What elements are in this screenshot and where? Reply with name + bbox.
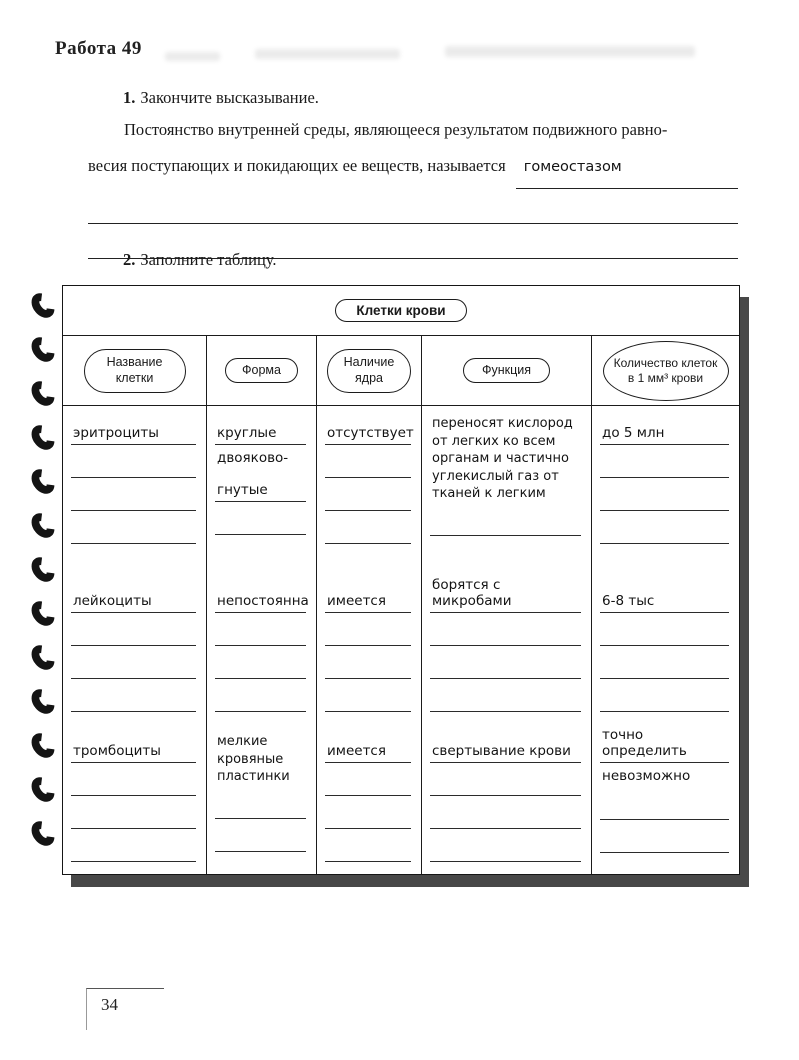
answer-shape: мелкие кровяные пластинки <box>217 734 290 784</box>
blood-cells-table <box>62 285 740 875</box>
exercise1-heading <box>123 88 319 108</box>
writing-line <box>215 580 309 613</box>
answer-function: переносят кислород от легких ко всем органам и частично углекислый газ от тканей к легким <box>432 416 573 501</box>
column-header-nucleus: Наличие ядра <box>327 349 411 393</box>
exercise1-text-line2: весия поступающих и покидающих ее веществ, называется <box>88 156 506 175</box>
column-header-count: Количество клеток в 1 мм³ крови <box>603 341 729 401</box>
answer-count: до 5 млн <box>602 425 665 441</box>
table-row-2-cell-shape <box>206 574 316 724</box>
scan-artifact <box>165 52 220 61</box>
answer-count: 6-8 тыс <box>602 593 655 609</box>
writing-line <box>600 820 729 853</box>
exercise1-number: 1. <box>123 88 136 107</box>
writing-line <box>71 478 196 511</box>
table-row-2-cell-name <box>63 574 206 724</box>
writing-line <box>71 511 196 544</box>
writing-line <box>325 478 411 511</box>
table-row-3-cell-count <box>591 724 739 874</box>
page-title: Работа 49 <box>55 38 142 59</box>
answer-nucleus: имеется <box>327 593 386 609</box>
writing-line <box>600 763 729 787</box>
exercise1-text-line1: Постоянство внутренней среды, являющееся результатом подвижного равно- <box>124 120 668 139</box>
writing-line <box>215 613 306 646</box>
spiral-loop <box>27 685 59 719</box>
header-cell-nucleus <box>316 336 421 406</box>
page-number: 34 <box>86 988 164 1030</box>
spiral-loop <box>27 817 59 851</box>
writing-line <box>600 511 729 544</box>
spiral-loop <box>27 333 59 367</box>
scan-artifact <box>445 46 695 57</box>
writing-line <box>215 445 306 469</box>
writing-line <box>71 412 196 445</box>
writing-line <box>215 412 306 445</box>
spiral-binding <box>33 292 53 847</box>
writing-line <box>600 478 729 511</box>
table-row-1-cell-function <box>421 406 591 574</box>
table-title: Клетки крови <box>335 299 466 322</box>
writing-line <box>325 730 411 763</box>
writing-line <box>600 679 729 712</box>
writing-line <box>325 679 411 712</box>
writing-line <box>600 412 729 445</box>
table-row-3-cell-nucleus <box>316 724 421 874</box>
scan-artifact <box>255 49 400 59</box>
table-row-1-cell-name <box>63 406 206 574</box>
exercise1-heading-text: Закончите высказывание. <box>140 88 319 107</box>
writing-line <box>215 786 306 819</box>
spiral-loop <box>27 421 59 455</box>
writing-line <box>600 613 729 646</box>
table-row-2-cell-count <box>591 574 739 724</box>
answer-name: эритроциты <box>73 425 159 441</box>
writing-line <box>325 412 414 445</box>
answer-function: борятся с микробами <box>432 577 512 609</box>
writing-line <box>325 511 411 544</box>
exercise2-number: 2. <box>123 250 136 269</box>
writing-line <box>325 580 411 613</box>
writing-line <box>430 679 581 712</box>
writing-line <box>71 829 196 862</box>
writing-line <box>71 730 196 763</box>
answer-shape: двояково- <box>217 450 289 466</box>
writing-line <box>71 796 196 829</box>
exercise1-answer-blank <box>516 157 738 189</box>
writing-line <box>430 730 581 763</box>
writing-line <box>600 580 729 613</box>
spiral-loop <box>27 641 59 675</box>
answer-count: точно определить <box>602 727 687 759</box>
writing-line <box>430 613 581 646</box>
writing-line <box>430 577 581 613</box>
writing-line <box>430 796 581 829</box>
writing-line <box>600 646 729 679</box>
table-row-3-cell-function <box>421 724 591 874</box>
answer-name: лейкоциты <box>73 593 152 609</box>
writing-line <box>215 502 306 535</box>
spiral-loop <box>27 773 59 807</box>
writing-line <box>71 763 196 796</box>
writing-line <box>325 646 411 679</box>
table-title-row <box>63 286 739 336</box>
exercise1-paragraph <box>88 112 738 259</box>
exercise1-answer: гомеостазом <box>523 159 622 175</box>
answer-nucleus: отсутствует <box>327 425 414 441</box>
column-header-name: Название клетки <box>84 349 186 393</box>
writing-line <box>71 445 196 478</box>
column-header-shape: Форма <box>225 358 298 383</box>
writing-line <box>71 646 196 679</box>
writing-line <box>88 189 738 224</box>
header-cell-shape <box>206 336 316 406</box>
table-row-1-cell-nucleus <box>316 406 421 574</box>
writing-line <box>71 580 196 613</box>
writing-line <box>215 646 306 679</box>
answer-nucleus: имеется <box>327 743 386 759</box>
spiral-loop <box>27 509 59 543</box>
header-cell-function <box>421 336 591 406</box>
table-row-3-cell-name <box>63 724 206 874</box>
writing-line <box>215 819 306 852</box>
writing-line <box>325 796 411 829</box>
writing-line <box>71 613 196 646</box>
header-cell-count <box>591 336 739 406</box>
writing-line <box>430 763 581 796</box>
writing-line <box>600 787 729 820</box>
writing-line <box>215 469 306 502</box>
spiral-loop <box>27 729 59 763</box>
table-row-1-cell-shape <box>206 406 316 574</box>
writing-line <box>430 829 581 862</box>
writing-line <box>215 679 306 712</box>
column-header-function: Функция <box>463 358 550 383</box>
answer-function: свертывание крови <box>432 743 571 759</box>
exercise2-heading <box>123 250 277 270</box>
spiral-loop <box>27 553 59 587</box>
spiral-loop <box>27 377 59 411</box>
writing-line <box>600 727 729 763</box>
writing-line <box>430 503 581 536</box>
spiral-loop <box>27 465 59 499</box>
writing-line <box>430 646 581 679</box>
table-row-1-cell-count <box>591 406 739 574</box>
header-cell-name <box>63 336 206 406</box>
writing-line <box>600 445 729 478</box>
exercise2-heading-text: Заполните таблицу. <box>140 250 277 269</box>
answer-shape: гнутые <box>217 482 268 498</box>
spiral-loop <box>27 289 59 323</box>
writing-line <box>325 763 411 796</box>
writing-line <box>325 829 411 862</box>
answer-shape: круглые <box>217 425 277 441</box>
writing-line <box>71 679 196 712</box>
spiral-loop <box>27 597 59 631</box>
writing-line <box>325 445 411 478</box>
table-grid <box>63 336 739 874</box>
table-row-2-cell-function <box>421 574 591 724</box>
answer-name: тромбоциты <box>73 743 161 759</box>
writing-line <box>325 613 411 646</box>
exercise1-text-line2-row <box>88 148 738 189</box>
answer-shape: непостоянна <box>217 593 309 609</box>
answer-count: невозможно <box>602 768 691 784</box>
table-row-3-cell-shape <box>206 724 316 874</box>
table-row-2-cell-nucleus <box>316 574 421 724</box>
